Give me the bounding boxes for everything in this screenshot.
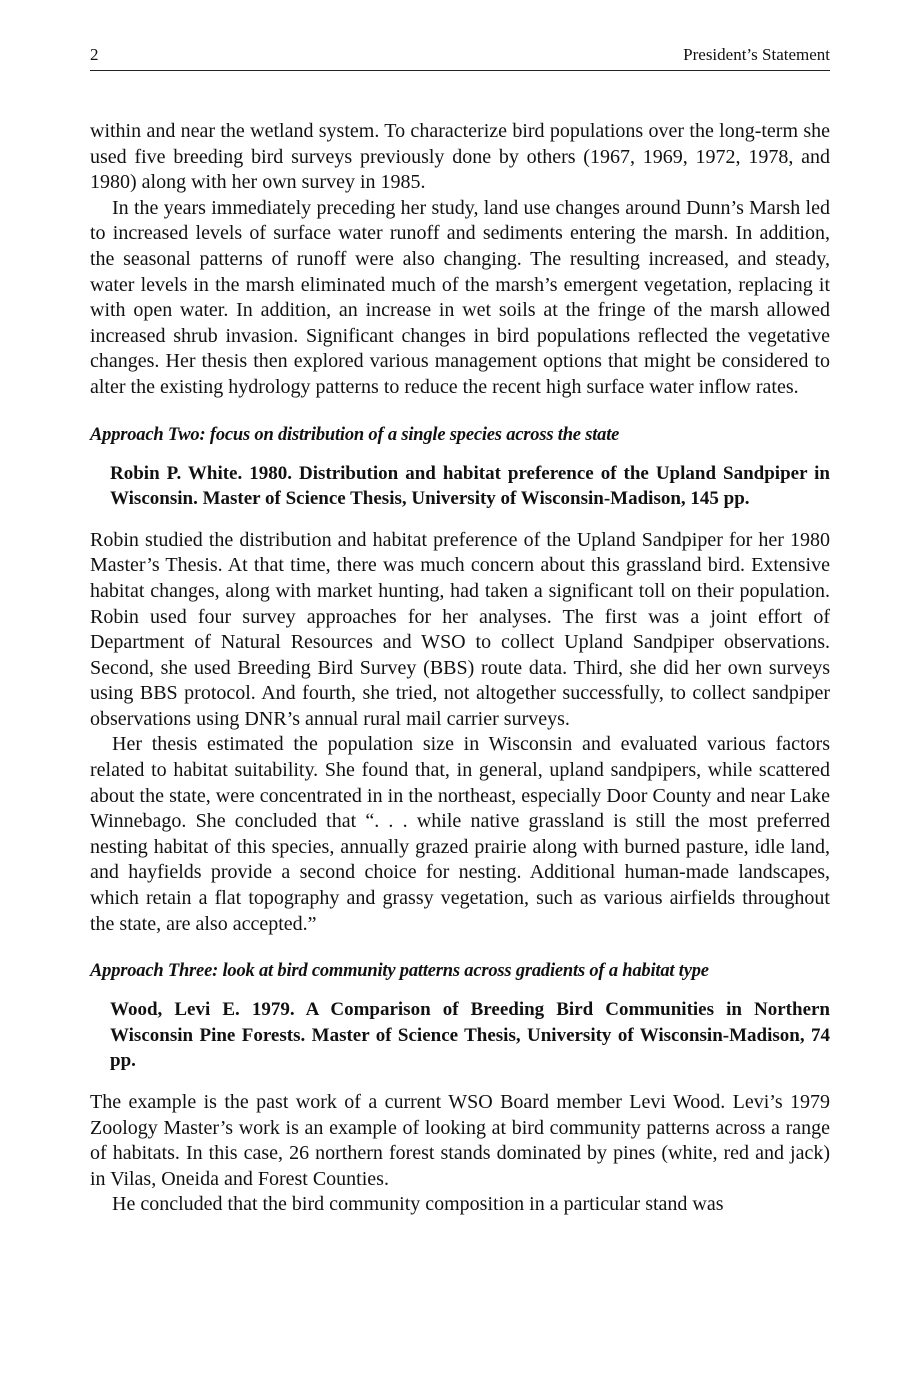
body-text bbox=[90, 119, 830, 1218]
paragraph-thesis-estimate: Her thesis estimated the population size in Wisconsin and evaluated various factors related to habitat suitability. She found that, in general, upland sandpipers, while scattered about the state, were concentrated in in the northeast, especially Door County and near Lake Winnebago. She concluded that “. . . while native grassland is still the most preferred nesting habitat of this species, annually grazed prairie along with burned pasture, idle land, and hayfields provide a second choice for nesting. Additional human-made landscapes, which retain a flat topography and grassy vegetation, such as various airfields throughout the state, are also accepted.” bbox=[90, 733, 830, 935]
paragraph-levi-wood: The example is the past work of a current WSO Board member Levi Wood. Levi’s 1979 Zoology Master’s work is an example of looking at bird community patterns across a range of habitats. In this case, 26 northern forest stands dominated by pines (white, red and jack) in Vilas, Oneida and Forest Counties. bbox=[90, 1091, 830, 1190]
paragraph-robin-study: Robin studied the distribution and habitat preference of the Upland Sandpiper for her 1980 Master’s Thesis. At that time, there was much concern about this grassland bird. Extensive habitat changes, along with market hunting, had taken a significant toll on their population. Robin used four survey approaches for her analyses. The first was a joint effort of Department of Natural Resources and WSO to collect Upland Sandpiper observations. Second, she used Breeding Bird Survey (BBS) route data. Third, she did her own surveys using BBS protocol. And fourth, she tried, not altogether successfully, to collect sandpiper observations using DNR’s annual rural mail carrier surveys. bbox=[90, 528, 830, 730]
document-page bbox=[90, 44, 830, 1218]
paragraph-conclusion: He concluded that the bird community composition in a particular stand was bbox=[112, 1193, 724, 1216]
section-heading-approach-two: Approach Two: focus on distribution of a single species across the state bbox=[90, 424, 620, 445]
running-title: President’s Statement bbox=[683, 45, 830, 64]
paragraph-continued: within and near the wetland system. To characterize bird populations over the long-term she used five breeding bird surveys previously done by others (1967, 1969, 1972, 1978, and 1980) along with her own survey in 1985. bbox=[90, 120, 830, 194]
section-heading-approach-three: Approach Three: look at bird community patterns across gradients of a habitat type bbox=[90, 961, 709, 982]
citation-wood-1979: Wood, Levi E. 1979. A Comparison of Breeding Bird Communities in Northern Wisconsin Pine Forests. Master of Science Thesis, University of Wisconsin-Madison, 74 pp. bbox=[110, 999, 830, 1072]
running-header bbox=[90, 44, 830, 71]
citation-white-1980: Robin P. White. 1980. Distribution and habitat preference of the Upland Sandpiper in Wisconsin. Master of Science Thesis, University of Wisconsin-Madison, 145 pp. bbox=[110, 462, 830, 510]
page-number: 2 bbox=[90, 45, 99, 64]
paragraph-dunns-marsh: In the years immediately preceding her study, land use changes around Dunn’s Marsh led to increased levels of surface water runoff and sediments entering the marsh. In addition, the seasonal patterns of runoff were also changing. The resulting increased, and steady, water levels in the marsh eliminated much of the marsh’s emergent vegetation, replacing it with open water. In addition, an increase in wet soils at the fringe of the marsh allowed increased shrub invasion. Significant changes in bird populations reflected the vegetative changes. Her thesis then explored various management options that might be considered to alter the existing hydrology patterns to reduce the recent high surface water inflow rates. bbox=[90, 196, 830, 398]
